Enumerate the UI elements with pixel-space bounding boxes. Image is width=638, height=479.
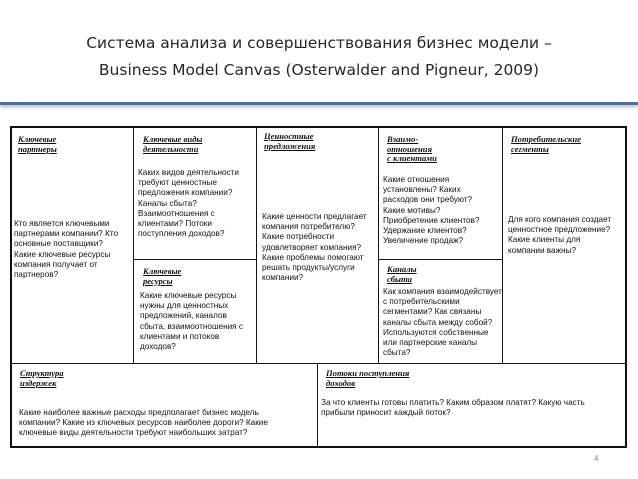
page-number: 4 bbox=[594, 454, 599, 463]
key-activities-text: Каких видов деятельности требуют ценностные предложения компании? Каналы сбыта? Взаимоотношения с клиентами? Потоки поступления доходов? bbox=[138, 168, 239, 239]
channels-cell bbox=[379, 260, 502, 363]
title-divider bbox=[0, 102, 638, 105]
key-partners-cell bbox=[12, 128, 133, 363]
channels-heading: Каналы сбыта bbox=[387, 264, 417, 284]
customer-relationships-text: Какие отношения установлены? Каких расходов они требуют? Какие мотивы? Приобретение клиентов? Удержание клиентов? Увеличение продаж? bbox=[383, 175, 480, 246]
business-model-canvas bbox=[10, 126, 627, 448]
customer-segments-text: Для кого компания создает ценностное предложение? Какие клиенты для компании важны? bbox=[508, 215, 612, 255]
key-partners-heading: Ключевые партнеры bbox=[18, 134, 57, 154]
key-resources-text: Какие ключевые ресурсы нужны для ценностных предложений, каналов сбыта, взаимоотношения с клиентами и потоков доходов? bbox=[140, 291, 243, 352]
channels-text: Как компания взаимодействует с потребительскими сегментами? Как связаны каналы сбыта между собой? Используются собственные или партнерские каналы сбыта? bbox=[383, 287, 502, 358]
customer-relationships-heading: Взаимо- отношения с клиентами bbox=[387, 134, 437, 164]
customer-relationships-cell bbox=[379, 128, 502, 259]
cost-structure-text: Какие наиболее важные расходы предполагает бизнес модель компании? Какие из ключевых ресурсов наиболее дороги? Какие ключевые виды деятельности требуют наибольших затрат? bbox=[19, 408, 268, 438]
slide-title bbox=[0, 30, 638, 84]
value-propositions-heading: Ценностные предложения bbox=[264, 131, 316, 151]
value-propositions-text: Какие ценности предлагает компания потребителю? Какие потребности удовлетворяет компания? Какие проблемы помогают решать продукты/услуги компании? bbox=[262, 212, 367, 283]
key-partners-text: Кто является ключевыми партнерами компании? Кто основные поставщики? Какие ключевые ресурсы компания получает от партнеров? bbox=[14, 219, 119, 280]
slide-title-line-1: Система анализа и совершенствования бизнес модели – bbox=[86, 34, 552, 52]
revenue-streams-cell bbox=[318, 364, 625, 446]
revenue-streams-text: За что клиенты готовы платить? Каким образом платят? Какую часть прибыли приносит каждый поток? bbox=[321, 398, 585, 418]
key-activities-heading: Ключевые виды деятельности bbox=[143, 134, 203, 154]
value-propositions-cell bbox=[257, 128, 378, 363]
cost-structure-heading: Структура издержек bbox=[20, 368, 64, 388]
customer-segments-heading: Потребительские сегменты bbox=[511, 134, 582, 154]
customer-segments-cell bbox=[503, 128, 625, 363]
key-resources-heading: Ключевые ресурсы bbox=[143, 266, 182, 286]
key-activities-cell bbox=[134, 128, 256, 259]
key-resources-cell bbox=[134, 260, 256, 363]
revenue-streams-heading: Потоки поступления доходов bbox=[326, 368, 410, 388]
slide-title-line-2: Business Model Canvas (Osterwalder and Pigneur, 2009) bbox=[98, 61, 540, 79]
cost-structure-cell bbox=[12, 364, 317, 446]
